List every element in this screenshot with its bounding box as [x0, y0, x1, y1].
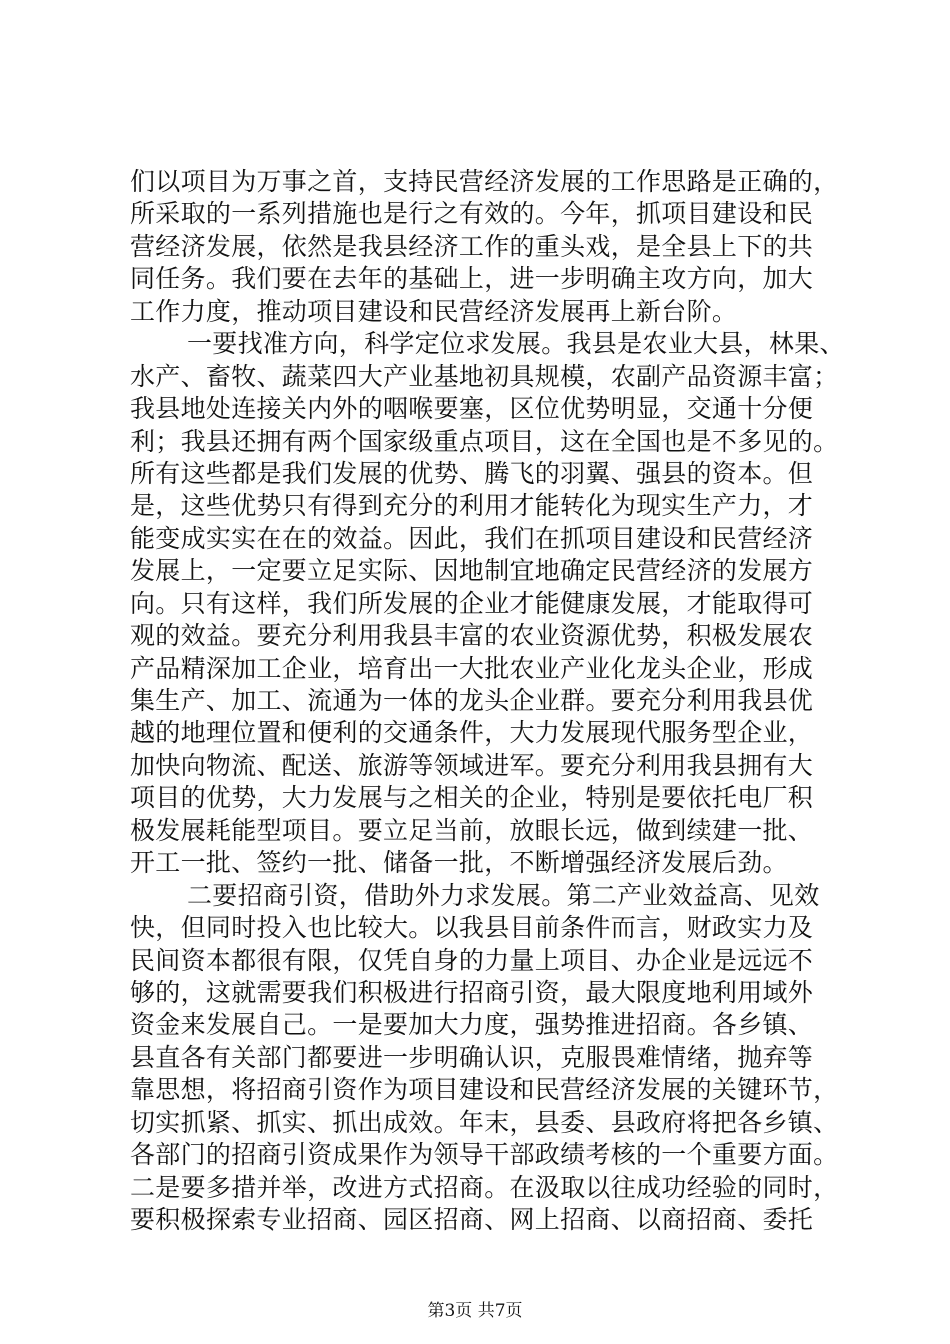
text-line: 同任务。我们要在去年的基础上，进一步明确主攻方向，加大 [130, 264, 814, 294]
text-line: 切实抓紧、抓实、抓出成效。年末，县委、县政府将把各乡镇、 [130, 1107, 839, 1137]
text-line: 够的，这就需要我们积极进行招商引资，最大限度地利用域外 [130, 977, 814, 1007]
paragraph [130, 166, 839, 328]
text-line: 水产、畜牧、蔬菜四大产业基地初具规模，农副产品资源丰富； [130, 361, 839, 391]
text-line: 们以项目为万事之首，支持民营经济发展的工作思路是正确的， [130, 167, 839, 196]
text-line: 二要招商引资，借助外力求发展。第二产业效益高、见效 [187, 880, 820, 910]
paragraph [130, 880, 839, 1237]
text-line: 工作力度，推动项目建设和民营经济发展再上新台阶。 [130, 296, 738, 326]
paragraph [130, 328, 845, 879]
text-line: 资金来发展自己。一是要加大力度，强势推进招商。各乡镇、 [130, 1010, 814, 1040]
text-line: 利；我县还拥有两个国家级重点项目，这在全国也是不多见的。 [130, 426, 839, 456]
text-line: 加快向物流、配送、旅游等领域进军。要充分利用我县拥有大 [130, 750, 814, 780]
text-line: 营经济发展，依然是我县经济工作的重头戏，是全县上下的共 [130, 231, 814, 261]
text-line: 所采取的一系列措施也是行之有效的。今年，抓项目建设和民 [130, 199, 814, 229]
text-line: 产品精深加工企业，培育出一大批农业产业化龙头企业，形成 [130, 653, 814, 683]
text-line: 我县地处连接关内外的咽喉要塞，区位优势明显，交通十分便 [130, 394, 814, 424]
text-line: 开工一批、签约一批、储备一批，不断增强经济发展后劲。 [130, 848, 788, 878]
text-line: 靠思想，将招商引资作为项目建设和民营经济发展的关键环节， [130, 1075, 839, 1105]
text-line: 集生产、加工、流通为一体的龙头企业群。要充分利用我县优 [130, 686, 814, 715]
document-body [130, 166, 845, 1236]
text-line: 所有这些都是我们发展的优势、腾飞的羽翼、强县的资本。但 [130, 458, 814, 488]
text-line: 项目的优势，大力发展与之相关的企业，特别是要依托电厂积 [130, 783, 814, 813]
text-line: 是，这些优势只有得到充分的利用才能转化为现实生产力，才 [130, 491, 814, 521]
text-line: 能变成实实在在的效益。因此，我们在抓项目建设和民营经济 [130, 523, 814, 553]
text-line: 二是要多措并举，改进方式招商。在汲取以往成功经验的同时， [130, 1172, 839, 1202]
text-line: 发展上，一定要立足实际、因地制宜地确定民营经济的发展方 [130, 556, 814, 586]
text-line: 各部门的招商引资成果作为领导干部政绩考核的一个重要方面。 [130, 1140, 839, 1170]
text-line: 要积极探索专业招商、园区招商、网上招商、以商招商、委托 [130, 1205, 814, 1234]
text-line: 越的地理位置和便利的交通条件，大力发展现代服务型企业， [130, 718, 814, 748]
text-line: 县直各有关部门都要进一步明确认识，克服畏难情绪，抛弃等 [130, 1042, 814, 1072]
text-line: 极发展耗能型项目。要立足当前，放眼长远，做到续建一批、 [130, 815, 814, 845]
text-line: 一要找准方向，科学定位求发展。我县是农业大县，林果、 [187, 329, 845, 359]
text-line: 快，但同时投入也比较大。以我县目前条件而言，财政实力及 [130, 913, 814, 943]
page-footer: 第3页 共7页 [427, 1301, 523, 1321]
text-line: 民间资本都很有限，仅凭自身的力量上项目、办企业是远远不 [130, 945, 814, 975]
text-line: 观的效益。要充分利用我县丰富的农业资源优势，积极发展农 [130, 621, 814, 651]
text-line: 向。只有这样，我们所发展的企业才能健康发展，才能取得可 [130, 588, 814, 618]
